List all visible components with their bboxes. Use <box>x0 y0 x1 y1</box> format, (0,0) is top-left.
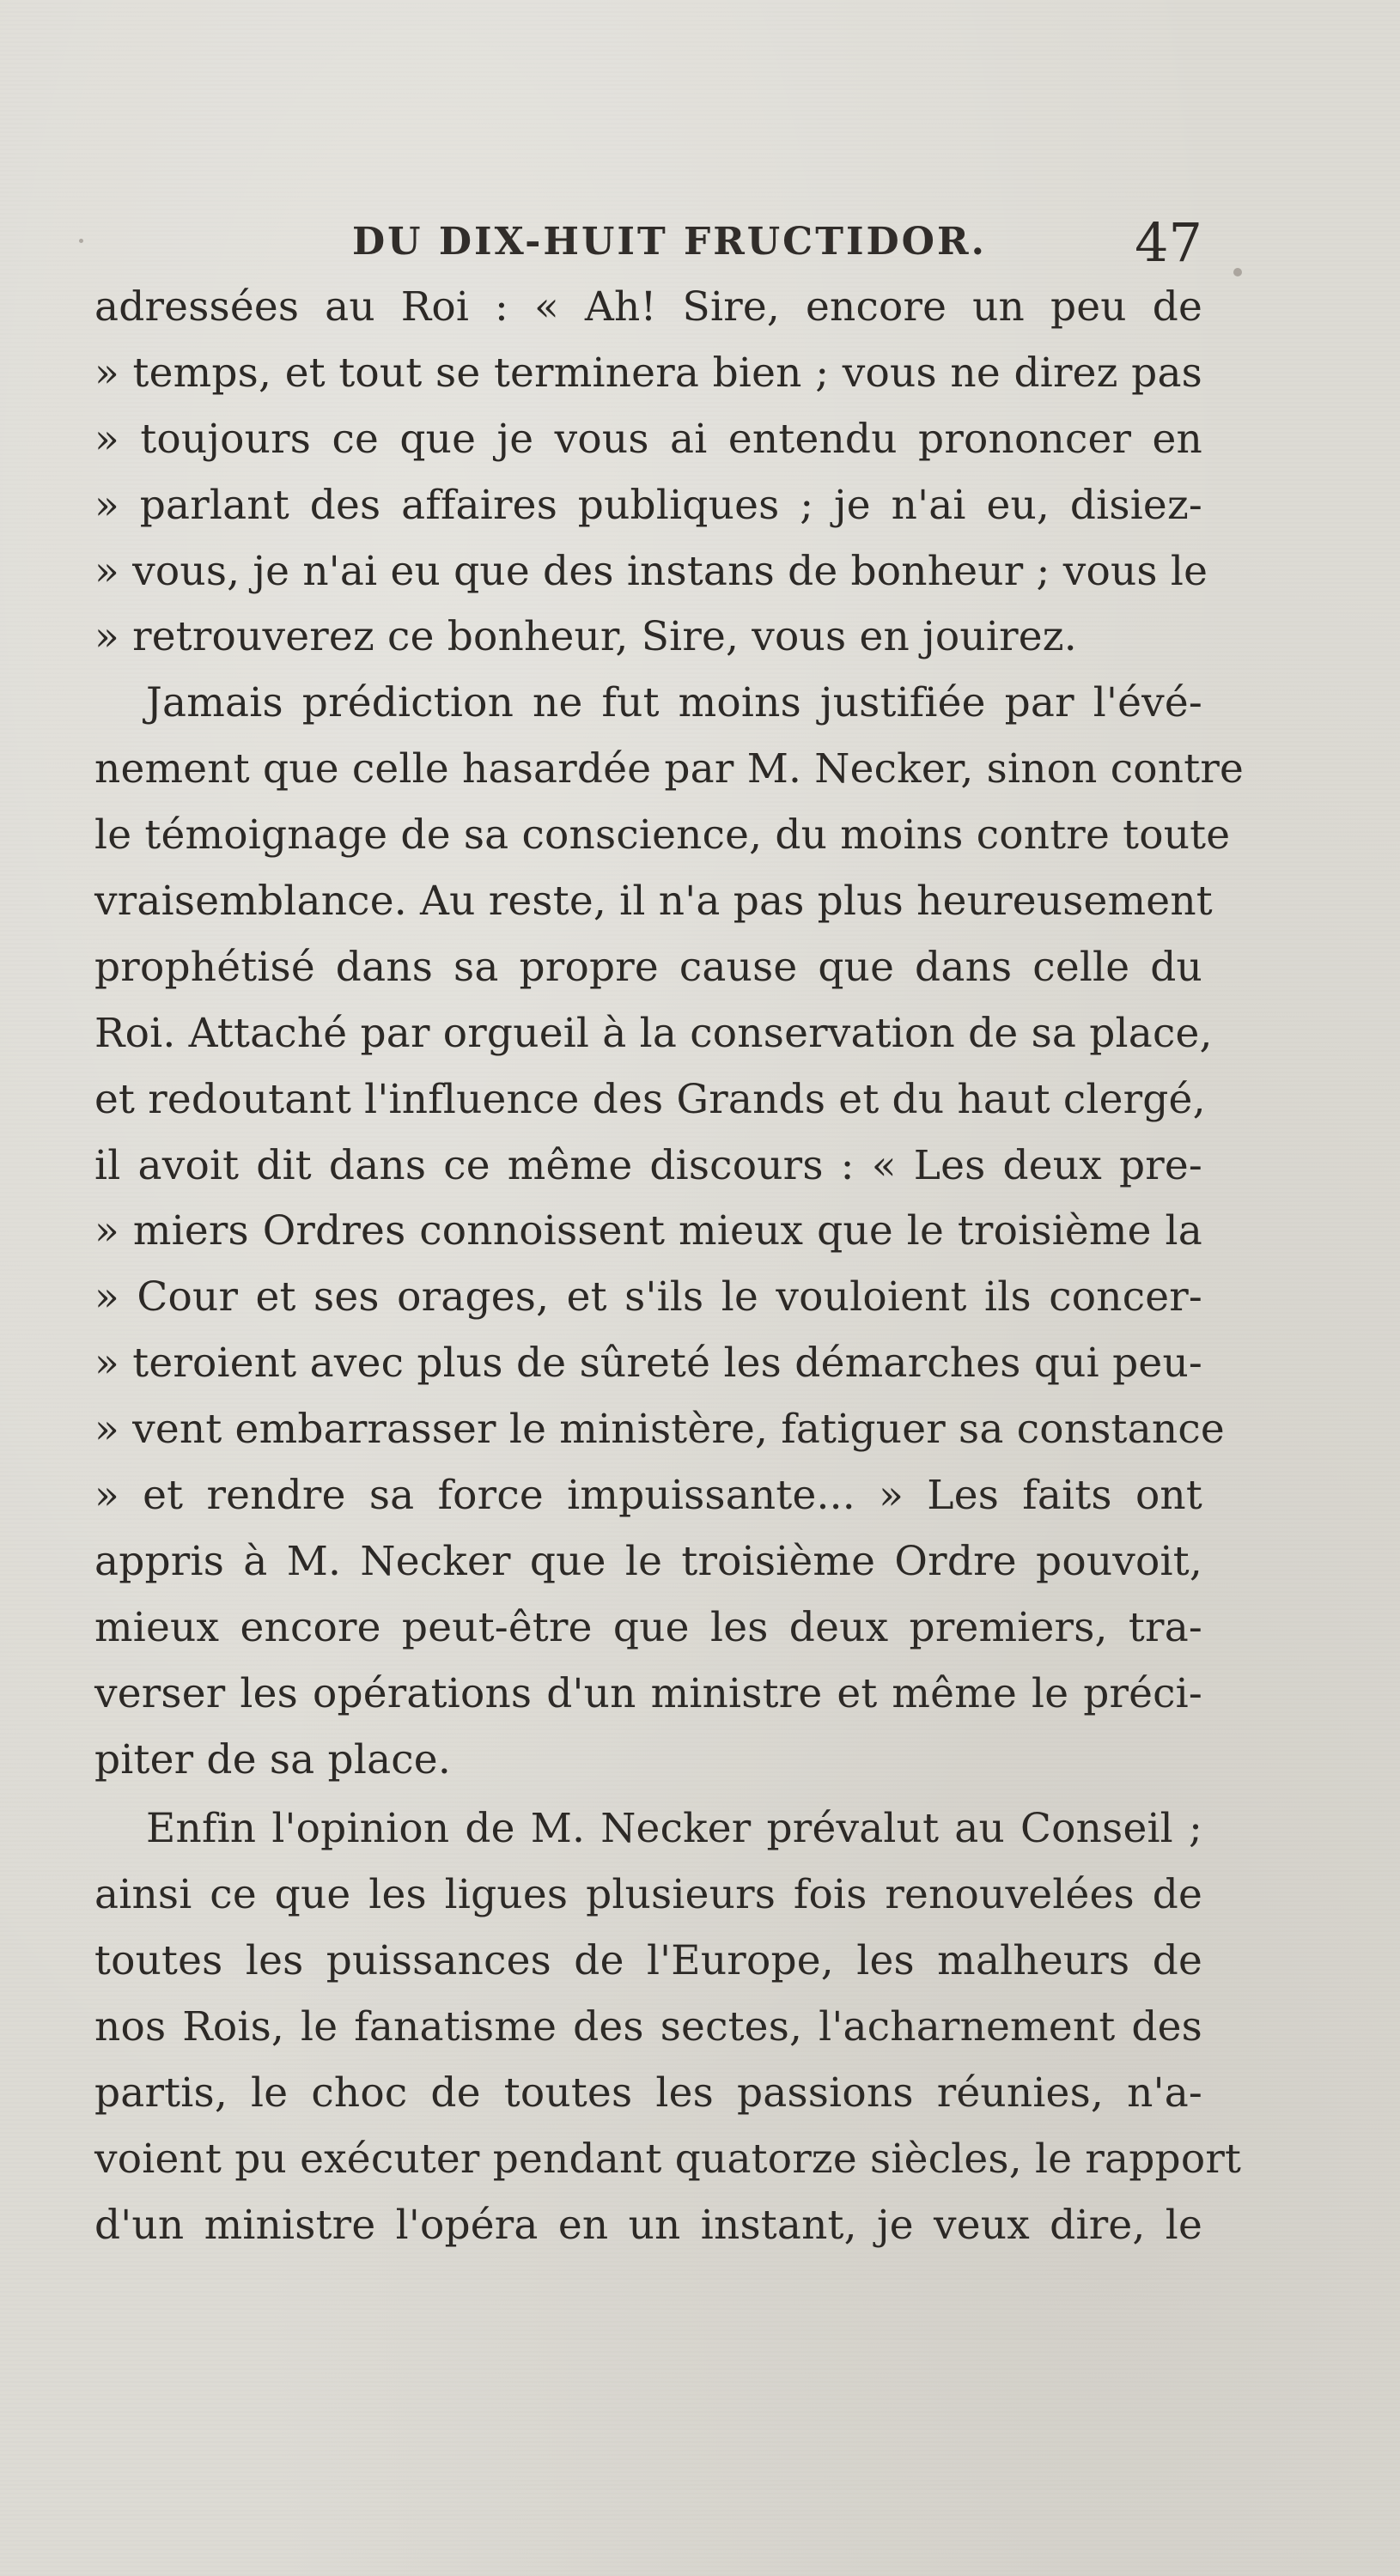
body-text <box>94 275 1245 2259</box>
text-line: vraisemblance. Au reste, il n'a pas plus heureusement <box>94 878 1213 926</box>
text-line: » teroient avec plus de sûreté les démarches qui peu- <box>94 1340 1202 1388</box>
text-line: Roi. Attaché par orgueil à la conservation de sa place, <box>94 1009 1213 1057</box>
text-line: » temps, et tout se terminera bien ; vous ne direz pas <box>94 349 1202 397</box>
text-line: » Cour et ses orages, et s'ils le vouloient ils concer- <box>94 1273 1202 1321</box>
text-line: » toujours ce que je vous ai entendu prononcer en <box>94 415 1202 463</box>
text-line: verser les opérations d'un ministre et même le préci- <box>94 1669 1202 1717</box>
text-line: nos Rois, le fanatisme des sectes, l'acharnement des <box>94 2003 1202 2051</box>
page-number: 47 <box>1135 211 1202 274</box>
text-line: piter de sa place. <box>94 1735 451 1783</box>
text-line: toutes les puissances de l'Europe, les malheurs de <box>94 1937 1202 1985</box>
text-line: il avoit dit dans ce même discours : « Les deux pre- <box>94 1141 1202 1189</box>
ink-speck <box>1233 268 1242 276</box>
text-line: ainsi ce que les ligues plusieurs fois renouvelées de <box>94 1871 1202 1919</box>
text-line: » retrouverez ce bonheur, Sire, vous en jouirez. <box>94 613 1077 661</box>
text-line: voient pu exécuter pendant quatorze siècles, le rapport <box>94 2135 1242 2183</box>
text-line: nement que celle hasardée par M. Necker, sinon contre <box>94 745 1245 793</box>
text-line: prophétisé dans sa propre cause que dans celle du <box>94 943 1202 991</box>
text-line: appris à M. Necker que le troisième Ordre pouvoit, <box>94 1537 1202 1585</box>
text-line: » et rendre sa force impuissante... » Les faits ont <box>94 1472 1202 1520</box>
text-line: » vous, je n'ai eu que des instans de bonheur ; vous le <box>94 547 1208 595</box>
paragraph-start-line: Enfin l'opinion de M. Necker prévalut au Conseil ; <box>146 1805 1202 1853</box>
running-title: DU DIX-HUIT FRUCTIDOR. <box>352 220 987 264</box>
ink-speck <box>79 239 83 243</box>
text-line: partis, le choc de toutes les passions réunies, n'a- <box>94 2069 1202 2117</box>
text-line: le témoignage de sa conscience, du moins contre toute <box>94 811 1231 860</box>
text-line: et redoutant l'influence des Grands et du haut clergé, <box>94 1075 1206 1123</box>
text-line: mieux encore peut-être que les deux premiers, tra- <box>94 1603 1202 1651</box>
text-line: d'un ministre l'opéra en un instant, je veux dire, le <box>94 2201 1202 2249</box>
page-header <box>94 211 1202 274</box>
paragraph-start-line: Jamais prédiction ne fut moins justifiée par l'évé- <box>146 679 1202 727</box>
text-line: » miers Ordres connoissent mieux que le troisième la <box>94 1207 1202 1255</box>
text-line: adressées au Roi : « Ah! Sire, encore un peu de <box>94 283 1202 331</box>
text-line: » vent embarrasser le ministère, fatiguer sa constance <box>94 1406 1225 1454</box>
text-line: » parlant des affaires publiques ; je n'ai eu, disiez- <box>94 481 1202 529</box>
